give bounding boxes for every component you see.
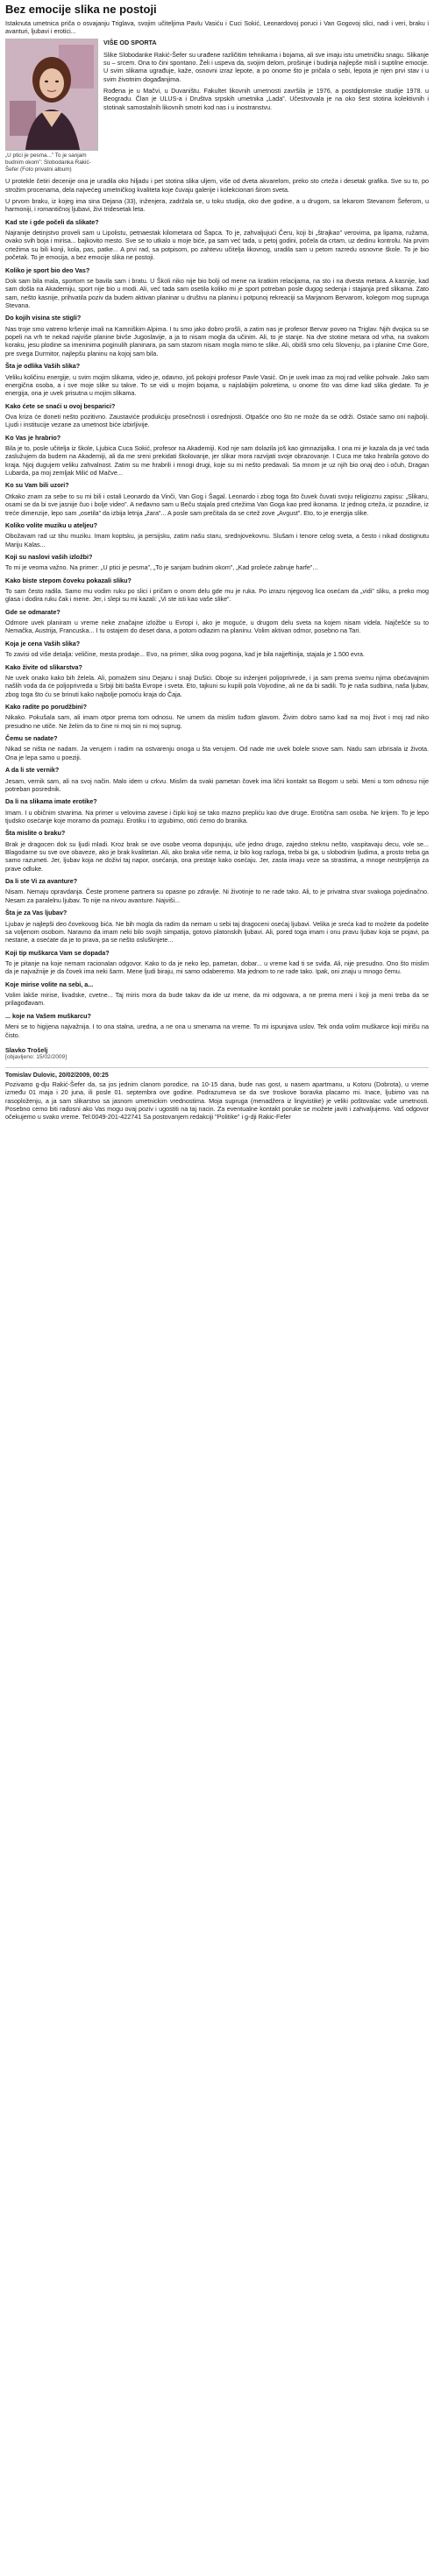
interview-answer: Veliku količinu energije, u svim mojim slikama, video je, odavno, još pokojni profesor Pavle Vasić. On je uvek imao za moj rad velike pohvale. Jako sam energična osoba, a i sve moje slike su takve. To se vidi u mojim bojama, u najslabijim pokretima, u onome što vas dirne kad slika gledate. To je energija, ona je uvek prisutna u mojim slikama. (5, 372, 429, 398)
interview-answer: Brak je dragocen dok su ljudi mladi. Kroz brak se ove osobe veoma dopunjuju, uče jedno drugo, zajedno steknu nešto, vaspitavaju decu, vole se... Blagodarne su sve ove obaveze, ako je brak kvalitetan. Ali, ako braka više nema, iz bilo kog razloga, treba bi ga, u slobodnim ljudima, a prosto treba ga samo razumeti. Jer, ljubav koja ne doživi taj napor, osećanja, ona prestaje kako osećaju. Jer, zasta imaju veze sa strastima, a mnoge nestrpljenja za prave odluke. (5, 839, 429, 873)
interview-question: Ko Vas je hrabrio? (5, 433, 61, 442)
interview-answer: Otkako znam za sebe to su mi bili i ostali Leonardo da Vinči, Van Gog i Šagal. Leonardo i zbog toga što čuvek čuvati svoju religioznu zapisu: „Slikaru, osami se da bi sve jasnije čuo i bolje video”. A neđavno sam u Beču stajala pred crtežima Van Goga kao pred ikonama. Iz jednog crteža, iz pozadine, iz treće dimenzije, lepo sam „osetila” da izbija letnja „žara”... A posle sam prečitala da se crtež zove „Avgust”. Eto, to je energija slike. (5, 492, 429, 517)
bio-heading: VIŠE OD SPORTA (103, 39, 157, 47)
interview-question: Kako biste stepom čoveku pokazali sliku? (5, 576, 132, 584)
interview-question: Kako radite po porudžbini? (5, 703, 88, 711)
interview-question: Koji tip muškarca Vam se dopada? (5, 948, 110, 957)
interview-question: Kako ćete se snaći u ovoj besparici? (5, 401, 116, 410)
interview-answer: U prvom braku, iz kojeg ima sina Dejana (33), inženjera, zadržala se, u toku studija, oko dve godine, a u drugom, sa lekarom Stevanom Šeferom, u harmoniji, i romantičnoj ljubavi, živi tridesetak leta. (5, 197, 429, 214)
interview-answer: U protekle četiri decenije ona je uradila oko hiljadu i pet stotina slika ulјem, više od dveta akvarelom, preko sto crteža i desetak grafika. Sve su to, po strožim procenama, dela najvećeg umetničkog kvaliteta koje čuvaju galerije i kolekcionari širom sveta. (5, 177, 429, 194)
interview-answer: Imam. I u običnim stvarima. Na primer u velovima zavese i čipki koji se tako mazno prepliću kao dve druge. Erotična sam osoba. Ne krijem. To je lepo tjudsko osećanje koje moramo da poznaju. Erotiku i to izgubimo, otići ćemo do branika. (5, 808, 429, 824)
interview-answer: To zavisi od više detalja: veličine, mesta prodaje... Evo, na primer, slika ovog pogona, kad je bila najjeftinija, stajala je 1.500 evra. (5, 650, 365, 659)
interview-answer: Dok sam bila mala, sportom se bavila sam i bratu. U Školi niko nije bio bolji od mene na kratkim relacijama, na sto i na dvesta metara. A kasnije, kad sam došla na Akademiju, sport nije bio u modi. Ali, već tada sam osetila koliko mi je sport potreban posle dugog sedenja i stajanja pred slikama. Zato sam, nešto kasnije, prihvatila poziv da budem aktivan planinar u društvu na planinu i potpunoj rekreaciji sa Marjanom Bervarom, kolegom mog supruga Stevana. (5, 276, 429, 309)
photo-column (5, 39, 98, 173)
interview-question: Kad ste i gde počeli da slikate? (5, 217, 99, 226)
published-date: [objavljeno: 15/02/2009] (5, 1054, 68, 1061)
interview-answer: Jesam, vernik sam, ali na svoj način. Malo idem u crkvu. Mislim da svaki pametan čovek ima lični kontakt sa Bogom u sebi. Meni u tom odnosu nije potreban posrednik. (5, 776, 429, 793)
interview-question: Gde se odmarate? (5, 607, 60, 616)
comment-author: Tomislav Dulovic, 20/02/2009, 00:25 (5, 1072, 109, 1079)
interview-question: ... koje na Vašem muškarcu? (5, 1011, 91, 1020)
interview-answer: Najranije detinjstvo proveli sam u Lipolistu, petnaestak kilometara od Šapca. To je, zahvaljujući Čeru, koji bi „štrajkao” verovima, pa lipama, ružama, ovako svih boja i mirisa... bajkovito mesto. Sve se to utkalo u moje biće, pa sam već tada, u petoj godini, počela da crtam, uz dedinu kontrolu. Na prvim crtežima su bili konji, kola, pas, patke... A prvi rad, sa potpisom, po zahtevu učitelja likovnog, uradila sam u petom razredu osnovne škole. To je bio početak. To je emocija, a bez emocije slika ne postoji. (5, 229, 429, 262)
interview-question: Ko su Vam bili uzori? (5, 481, 69, 490)
interview-answer: To je pitanje na koje nemam racionalan odgovor. Kako to da je neko lep, pametan, dobar... u vreme kad ti se sviđa. Ali, nije presudno. Ono što mislim da je najvažnije je da čovek ima neki šarm. Mene ljudi biraju, mi samo odaberemo. Ma jednom to ne rade tako. Ipak, oni znaju u mnogo čemu. (5, 959, 429, 976)
photo-caption: „U ptici je pesma...” To je sanjam budnim okom”: Slobodanka Rakić-Šefer (Foto privatni album) (5, 152, 91, 173)
author-signature: Slavko Trošelj (5, 1045, 48, 1054)
interview-question: Koja je cena Vaših slika? (5, 639, 81, 648)
bio-paragraph: Slike Slobodanke Rakić-Šefer su urađene različitim tehnikama i bojama, ali sve imaju istu umetničku snagu. Slikanje su – srcem. Ona to čini spontano. Želi i uspeva da, svojim delom, proširuje i budinja najlepše misli i suptilne emocije. U svim slikama ugrađuje, kaže, osnovni izraz lepote, a po onome što je pričala o sebi, lepota je njen prvi stav i u svim životnim događanjima. (103, 50, 429, 83)
interview-question: Čemu se nadate? (5, 734, 58, 743)
artist-photo (5, 39, 98, 151)
interview-question: Koliko je sport bio deo Vas? (5, 265, 90, 274)
interview-question: Do kojih visina ste stigli? (5, 314, 82, 322)
article-body (5, 177, 429, 1039)
comment-body: Pozivamo g-dju Rakić-Šefer da, sa jos jednim clanom porodice, na 10-15 dana, bude nas gost, u nasem apartmanu, u Kotoru (Dobrota), u vreme između 01 maja i 20 juna, ili posle 01. septembra ove godine. Podrazumeva se da sve troskove boravka placamo mi. Inace, ljubimo vas na rasoploženju, a ja sam slikarstvo sa jasnom umetnickim vrednostima. Moja supruga (menadžera iz lingvistike) je veliki poštovalac vaše umetnosti. Posebno cemo biti radosni ako Vas mogu ovaj poziv i ugostiti na taj nacin. Za eventualne kontakt poruke se možete javiti i zahvaljujemo. Vaš odgovor očekujemo u svako vreme. Tel:0049-201-422741 Sa postovanjem redakciji "Politike" i g-dji Rakic-Fefer (5, 1079, 429, 1122)
article-title: Bez emocije slika ne postoji (5, 3, 157, 16)
interview-answer: Bila je to, posle učitelja iz škole, Ljubica Cuca Sokić, profesor na Akademiji. Kod nje sam dolazila još kao gimnazijalka. I ona mi je kazala da ja već tada zaslužujem da budem na Akademiji, ali da me sreni prekidati školovanje, jer slikar mora razvijati svoje obrazovanje. I Cuca me tako hrabrila gotovo do kraja. Njoj dugujem veliku zahvalnost. Zatim su me hrabrili i mnogi drugi, koje su mi nešto predavali. Sa mnom je uz njih bio onaj deo i očuh, Dragan Lubarda, pa moj zemljak Milić od Mačve... (5, 444, 429, 478)
interview-question: Da li na slikama imate erotike? (5, 797, 97, 806)
interview-question: A da li ste vernik? (5, 766, 60, 775)
interview-answer: To sam često radila. Samo mu vodim ruku po slici i pričam o onom delu gde mu je ruka. Po izrazu njegovog lica osećam da „vidi” sliku, a preko mog glasa i dodira ruku čak i mene. Jer, i slepi su mi kazali: „Vi ste isti kao vaše slike”. (5, 587, 429, 604)
artist-bio (103, 39, 429, 115)
interview-answer: Meni se to higijena najvažnija. I to ona stalna, uredna, a ne ona u smenama na vreme. To mi ispunjava uslov. Tek onda volim muškarce koji mirišu na čisto. (5, 1023, 429, 1039)
article-page (0, 0, 434, 1129)
bio-paragraph: Rođena je u Mačvi, u Duvaništu. Fakultet likovnih umetnosti završila je 1976, a postdiplomske studije 1978. u Beogradu. Član je ULUS-a i Društva srpskih umetnika „Lada”. Učestvovala je na oko šest stotina kolektivnih i stotinak samostalnih likovnih smotri kod nas i u inostranstvu. (103, 87, 429, 111)
interview-question: Šta je odlika Vaših slika? (5, 362, 81, 371)
interview-question: Šta mislite o braku? (5, 829, 66, 838)
interview-question: Koliko volite muziku u atelјeu? (5, 520, 98, 529)
interview-answer: Ljubav je najlepši deo čovekovog bića. Ne bih mogla da radim da nemam u sebi taj dragoceni osećaj ljubavi. Velika je sreća kad to možete da podelite sa voljenom osobom. Naravno da imam neki bilo svojih simpatija, gotovo platonskih ljubavi. Ali, pored toga imam i onu pravu ljubav koja se pojavi, pa nestane, a osećate da je to prava, pa se nešto oslušknjete... (5, 919, 429, 945)
interview-question: Koje mirise volite na sebi, a... (5, 980, 94, 988)
interview-answer: Obožavam rad uz tihu muziku. Imam koptsku, ja persijsku, zatim našu staru, srednjovekovnu. Slušam i tenore celog sveta, a često i nikad dostignutu Mariju Kalas... (5, 532, 429, 548)
interview-answer: To mi je veoma važno. Na primer: „U ptici je pesma”, „To je sanjam budnim okom”, „Kad proleće zabruje harfe”... (5, 563, 318, 572)
interview-question: Da li ste Vi za avanture? (5, 877, 78, 886)
interview-answer: Volim lakše mirise, livadske, cvetne... Taj miris mora da bude takav da ide uz mene, da mi odgovara, a ne prema meni i koji ja meni treba da se prilagođavam. (5, 991, 429, 1008)
interview-answer: Nikad se ništa ne nadam. Ja verujem i radim na ostvarenju onoga u šta verujem. Od nade me uvek bolele snove sam. Nadu sam izbrisala iz života. Ona je lepa samo u poeziji. (5, 745, 429, 761)
interview-question: Kako živite od slikarstva? (5, 662, 82, 671)
interview-answer: Nikako. Pokušala sam, ali imam otpor prema tom odnosu. Ne umem da mislim tuđom glavom. Živim dobro samo kad na moj život i moj rad niko presudno ne utiče. Ne želim da to čine ni moj sin ni moj suprug. (5, 713, 429, 730)
interview-answer: Ova kriza će doneti nešto pozitivno. Zaustaviće produkciju prosečnosti i osrednjosti. Otpašće ono što ne može da se održi. Ostaće samo oni najbolji. Ljudi i institucije vezane za umetnost biće izbirljivije. (5, 412, 429, 429)
article-top (5, 39, 429, 173)
comments-section (5, 1067, 429, 1122)
interview-answer: Ne uvek onako kako bih želela. Ali, pomažem sinu Dejanu i snaji Dušici. Oboje su inženjeri poljoprivrede, i ja sam prema svemu njima obećavajnim našlih voda da će poljoprivreda u Srbiji biti bašta Evrope i sveta. Eto, tajkuni su kupili pola Vojvodine, ali ne da bi sadili. To je naša sudbina, naša ljubav, zbog toga što ću se brinuti kako najbolje pomoću kraja do Čaja. (5, 673, 429, 698)
interview-question: Koji su naslovi vaših izložbi? (5, 552, 93, 561)
interview-answer: Nas troje smo vatreno kršenje imali na Kamniškim Alpima. I tu smo jako dobro prošli, a zatim nas je profesor Bervar poveo na Triglav. Njih dvojica su se popeli na vrh te nekad najviše planine bivše Jugoslavije, a ja to nisam mogla da učinim. Ali, to je stanje. Na dve stotine metara od vrha, na svakom koraku, jesu plodine sa imeninima poginulih planinara, pa sam stazom nisam mogla mimo te slike. Ali, obišli smo celu Slovenju, pa i planine Crne Gore, pre svega Durmitor, najlepšu planinu na kojoj sam bila. (5, 324, 429, 357)
article-intro: Istaknuta umetnica priča o osvajanju Triglava, svojim učiteljima Pavlu Vasiću i Cuci Sokić, Leonardovoj poruci i Van Gogovoj slici, nadi i veri, braku i avanturi, ljubavi i erotici... (5, 18, 429, 35)
interview-answer: Odmore uvek planiram u vreme neke značajne izložbe u Evropi i, ako je moguće, u drugom delu sveta na kojem nisam videla. Najčešće su to Nemačka, Austrija, Francuska... I tu ostajem do deset dana, a potom odlazim na planinu. Volim aktivan odmor, posebno na Tari. (5, 619, 429, 635)
interview-answer: Nisam. Nemaju opravdanja. Česte promene partnera su opasne po zdravlje. Ni životinje to ne rade tako. Ali, to je privatna stvar svakoga pojedinačno. Nesam za paralelnu ljubav. To nije na nivou avanture. Najviši... (5, 888, 429, 904)
interview-question: Šta je za Vas ljubav? (5, 909, 68, 917)
